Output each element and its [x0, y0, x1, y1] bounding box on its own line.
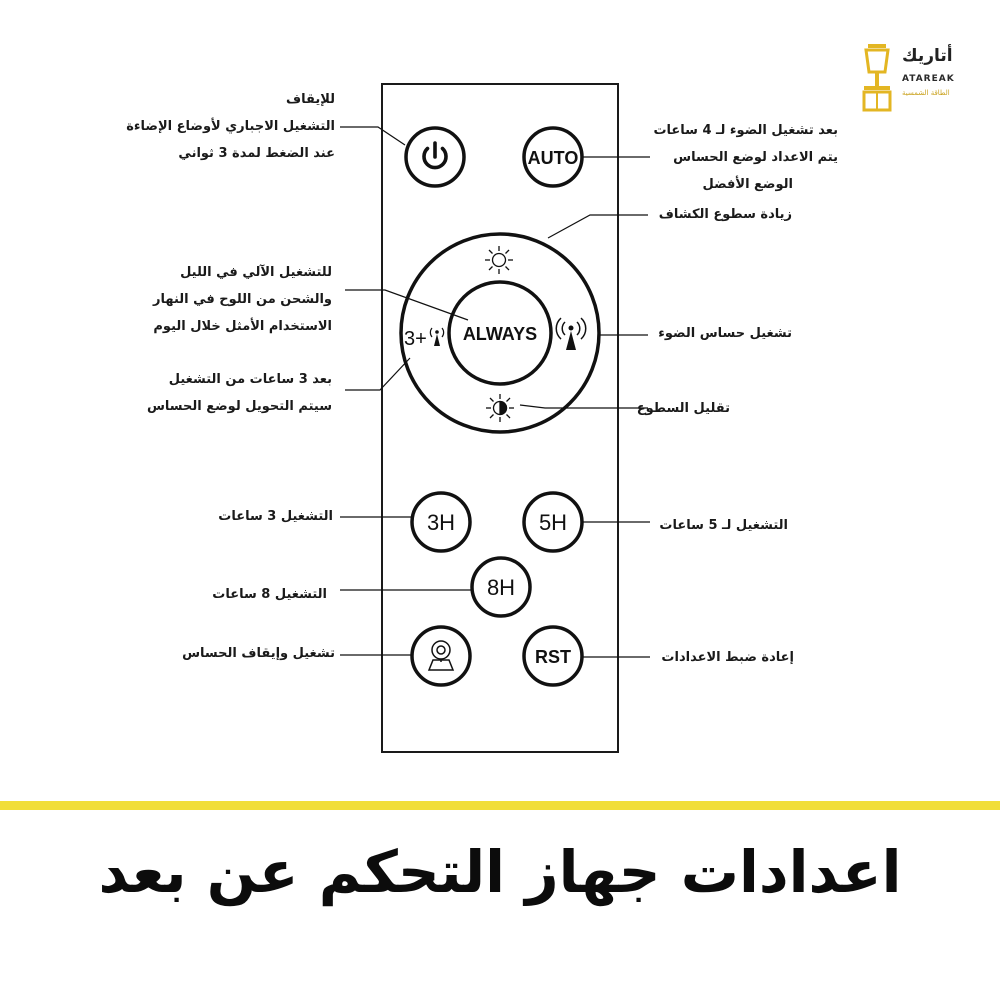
page-title: اعدادات جهاز التحكم عن بعد: [98, 838, 902, 906]
always-label-line-1: للتشغيل الآلي في الليل: [180, 265, 332, 280]
reset-caption-text: إعادة ضبط الاعدادات: [661, 650, 794, 665]
light-sensor-caption: [658, 320, 792, 347]
brightness-up-caption-text: زيادة سطوع الكشاف: [658, 207, 792, 222]
sensor-caption-text: تشغيل وإيقاف الحساس: [182, 646, 335, 661]
auto-label: AUTO: [527, 148, 579, 168]
three-hours-caption: [218, 503, 333, 530]
always-label-line-2: والشحن من اللوح في النهار: [153, 292, 332, 307]
brightness-down-caption-text: تقليل السطوع: [636, 401, 730, 416]
sun-dim-icon[interactable]: [486, 394, 514, 422]
logo-arabic-name: أتاريك: [902, 46, 953, 66]
logo-tagline: الطاقة الشمسية: [902, 89, 950, 97]
always-label-line-3: الاستخدام الأمثل خلال اليوم: [153, 319, 332, 334]
auto-label-block: [653, 117, 838, 198]
reset-caption: [661, 644, 794, 671]
three-hours-label: 3H: [426, 510, 456, 535]
power-label-line-1: للإيقاف: [286, 92, 335, 107]
power-label-line-2: التشغيل الاجباري لأوضاع الإضاءة: [126, 119, 335, 134]
three-plus-label-line-1: بعد 3 ساعات من التشغيل: [168, 372, 332, 387]
brightness-up-caption: [659, 201, 792, 228]
brightness-down-caption: [637, 395, 730, 422]
auto-label-line-2: يتم الاعداد لوضع الحساس: [673, 150, 838, 165]
eight-hours-caption: [212, 581, 327, 608]
five-hours-label: 5H: [538, 510, 568, 535]
always-label-block: [153, 259, 332, 340]
three-hours-caption-text: التشغيل 3 ساعات: [218, 509, 333, 524]
power-label-block: [126, 86, 335, 167]
three-plus-label-line-2: سيتم التحويل لوضع الحساس: [146, 399, 332, 414]
sensor-button[interactable]: [412, 627, 470, 685]
always-label: ALWAYS: [462, 324, 538, 344]
light-sensor-caption-text: تشغيل حساس الضوء: [658, 326, 792, 341]
yellow-divider: [0, 801, 1000, 810]
three-hours-button[interactable]: [412, 493, 470, 551]
logo-english-name: ATAREAK: [902, 74, 955, 84]
three-plus-label: 3+: [404, 328, 427, 350]
five-hours-caption: [659, 512, 788, 539]
always-button[interactable]: [449, 282, 551, 384]
sensor-caption: [182, 640, 335, 667]
three-plus-label-block: [147, 366, 332, 420]
auto-button[interactable]: [524, 128, 582, 186]
eight-hours-caption-text: التشغيل 8 ساعات: [212, 587, 327, 602]
auto-label-line-3: الوضع الأفضل: [702, 177, 793, 192]
five-hours-button[interactable]: [524, 493, 582, 551]
eight-hours-button[interactable]: [472, 558, 530, 616]
reset-label: RST: [535, 647, 571, 667]
reset-button[interactable]: [524, 627, 582, 685]
auto-label-line-1: بعد تشغيل الضوء لـ 4 ساعات: [653, 123, 838, 138]
five-hours-caption-text: التشغيل لـ 5 ساعات: [659, 518, 788, 533]
power-button[interactable]: [406, 128, 464, 186]
power-label-line-3: عند الضغط لمدة 3 ثواني: [178, 146, 335, 161]
eight-hours-label: 8H: [486, 575, 516, 600]
